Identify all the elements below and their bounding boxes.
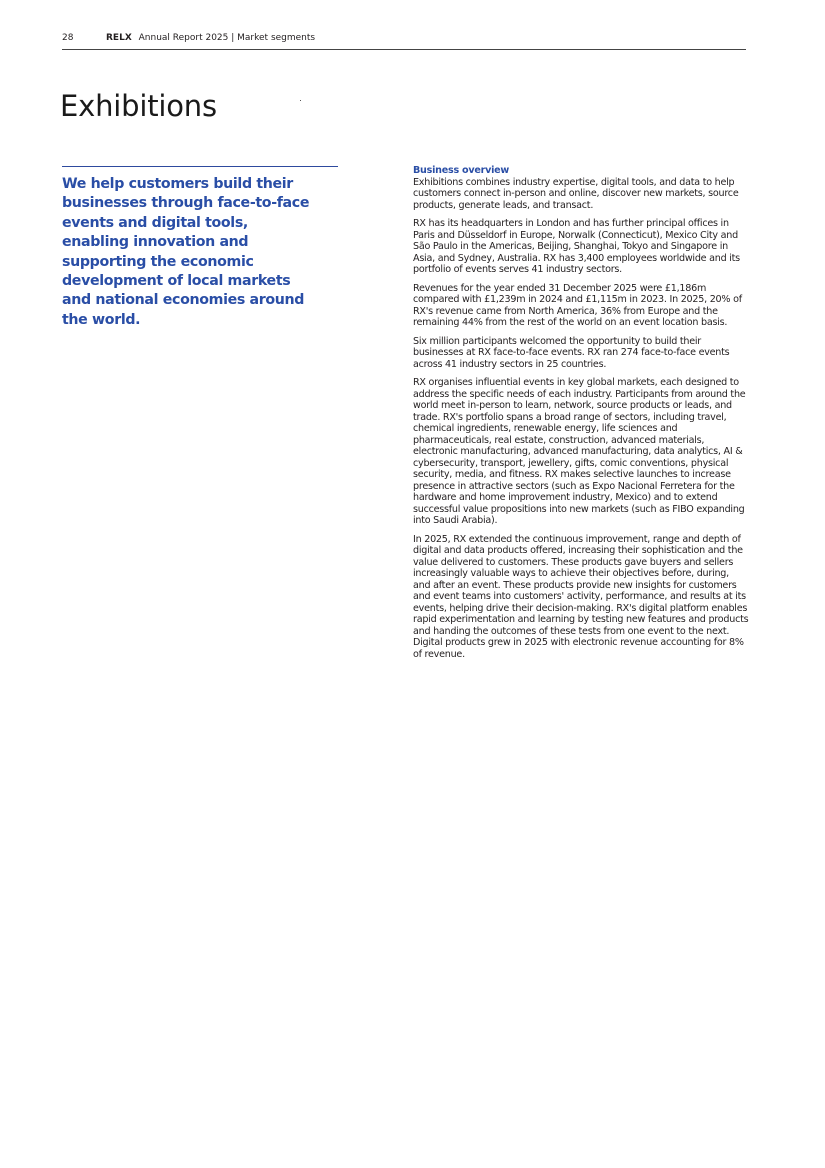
stray-dot	[300, 100, 301, 101]
overview-paragraph: RX has its headquarters in London and has further principal offices in Paris and Düsseldorf in Europe, Norwalk (Connecticut), Mexico City and São Paulo in the Americas, Beijing, Shanghai, Tokyo and Singapore in Asia, and Sydney, Australia. RX has 3,400 employees worldwide and its portfolio of events serves 41 industry sectors.	[413, 218, 740, 275]
page-number: 28	[62, 33, 74, 43]
brand-name: RELX	[106, 33, 132, 43]
page-title: Exhibitions	[60, 89, 217, 123]
overview-paragraph: Six million participants welcomed the opportunity to build their businesses at RX face-to-face events. RX ran 274 face-to-face events across 41 industry sectors in 25 countries.	[413, 335, 730, 370]
section-label: Annual Report 2025 | Market segments	[138, 33, 316, 43]
overview-paragraph: Revenues for the year ended 31 December 2025 were £1,186m compared with £1,239m in 2024 and £1,115m in 2023. In 2025, 20% of RX's revenue came from North America, 36% from Europe and the remaining 44% from the rest of the world on an event location basis.	[413, 282, 742, 328]
intro-statement: We help customers build their businesses through face-to-face events and digital tools, enabling innovation and supporting the economic development of local markets and national economies around the world.	[62, 176, 310, 328]
overview-paragraph: Exhibitions combines industry expertise, digital tools, and data to help customers connect in-person and online, discover new markets, source products, generate leads, and transact.	[413, 176, 739, 211]
page-header	[62, 32, 746, 45]
overview-paragraph: RX organises influential events in key global markets, each designed to address the specific needs of each industry. Participants from around the world meet in-person to learn, network, source products or leads, and trade. RX's portfolio spans a broad range of sectors, including travel, chemical ingredients, renewable energy, life sciences and pharmaceuticals, real estate, construction, advanced materials, electronic manufacturing, advanced manufacturing, data analytics, AI & cybersecurity, transport, jewellery, gifts, comic conventions, physical security, media, and fitness. RX makes selective launches to increase presence in attractive sectors (such as Expo Nacional Ferretera for the hardware and home improvement industry, Mexico) and to extend successful value propositions into new markets (such as FIBO expanding into Saudi Arabia).	[413, 377, 746, 526]
intro-divider	[62, 166, 338, 167]
overview-heading: Business overview	[413, 165, 509, 176]
header-divider	[62, 49, 746, 50]
business-overview	[413, 165, 749, 667]
overview-paragraph: In 2025, RX extended the continuous improvement, range and depth of digital and data products offered, increasing their sophistication and the value delivered to customers. These products gave buyers and sellers increasingly valuable ways to achieve their objectives before, during, and after an event. These products provide new insights for customers and event teams into customers' activity, performance, and results at its events, helping drive their decision-making. RX's digital platform enables rapid experimentation and learning by testing new features and products and handing the outcomes of these tests from one event to the next. Digital products grew in 2025 with electronic revenue accounting for 8% of revenue.	[413, 533, 749, 660]
